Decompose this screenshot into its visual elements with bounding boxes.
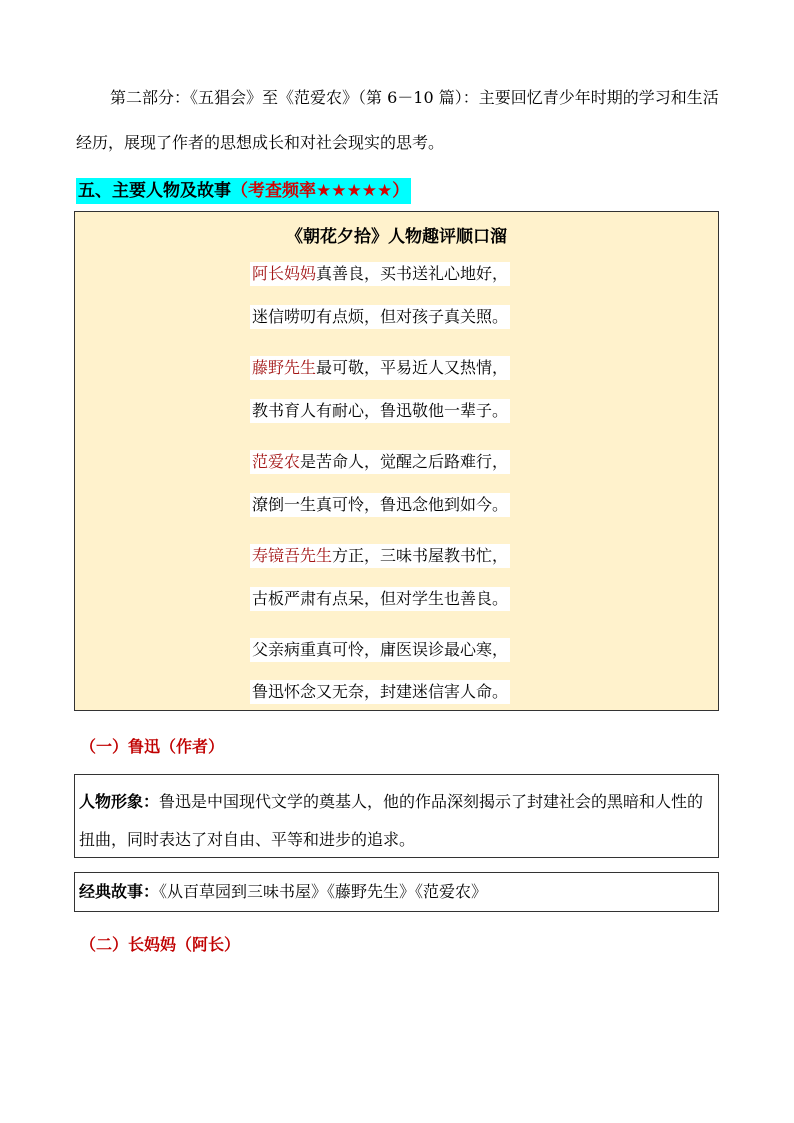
poem-box: [74, 211, 719, 711]
exam-frequency: （考查频率★★★★★）: [231, 181, 410, 201]
section-heading-text: 五、主要人物及故事: [78, 181, 231, 201]
subsection-changmama-title: （二）长妈妈（阿长）: [80, 935, 241, 954]
poem-line: 寿镜吾先生方正，三味书屋教书忙，: [250, 544, 510, 568]
poem-title: 《朝花夕拾》人物趣评顺口溜: [286, 227, 507, 247]
poem-line: 教书育人有耐心，鲁迅敬他一辈子。: [250, 399, 510, 423]
character-name: 寿镜吾先生: [252, 546, 333, 565]
poem-line: 潦倒一生真可怜，鲁迅念他到如今。: [250, 493, 510, 517]
character-name: 阿长妈妈: [252, 264, 317, 283]
poem-line: 迷信唠叨有点烦，但对孩子真关照。: [250, 305, 510, 329]
character-name: 范爱农: [252, 452, 301, 471]
poem-line: 范爱农是苦命人，觉醒之后路难行，: [250, 450, 510, 474]
story-label: 经典故事：: [79, 882, 160, 901]
poem-line: 鲁迅怀念又无奈，封建迷信害人命。: [250, 680, 510, 704]
poem-line: 藤野先生最可敬，平易近人又热情，: [250, 356, 510, 380]
luxun-story-box: [74, 872, 719, 912]
intro-paragraph: 第二部分：《五猖会》至《范爱农》（第 6－10 篇）：主要回忆青少年时期的学习和生活经历，展现了作者的思想成长和对社会现实的思考。: [76, 88, 719, 152]
image-label: 人物形象：: [79, 792, 160, 811]
subsection-luxun-title: （一）鲁迅（作者）: [80, 737, 225, 756]
poem-line: 古板严肃有点呆，但对学生也善良。: [250, 587, 510, 611]
section-heading: [76, 178, 411, 204]
luxun-image-box: [74, 774, 719, 858]
story-text: 《从百草园到三味书屋》《藤野先生》《范爱农》: [159, 882, 488, 901]
character-name: 藤野先生: [252, 358, 317, 377]
image-text: 鲁迅是中国现代文学的奠基人，他的作品深刻揭示了封建社会的黑暗和人性的扭曲，同时表达了对自由、平等和进步的追求。: [79, 792, 704, 849]
poem-line: 阿长妈妈真善良，买书送礼心地好，: [250, 262, 510, 286]
poem-line: 父亲病重真可怜，庸医误诊最心寒，: [250, 638, 510, 662]
